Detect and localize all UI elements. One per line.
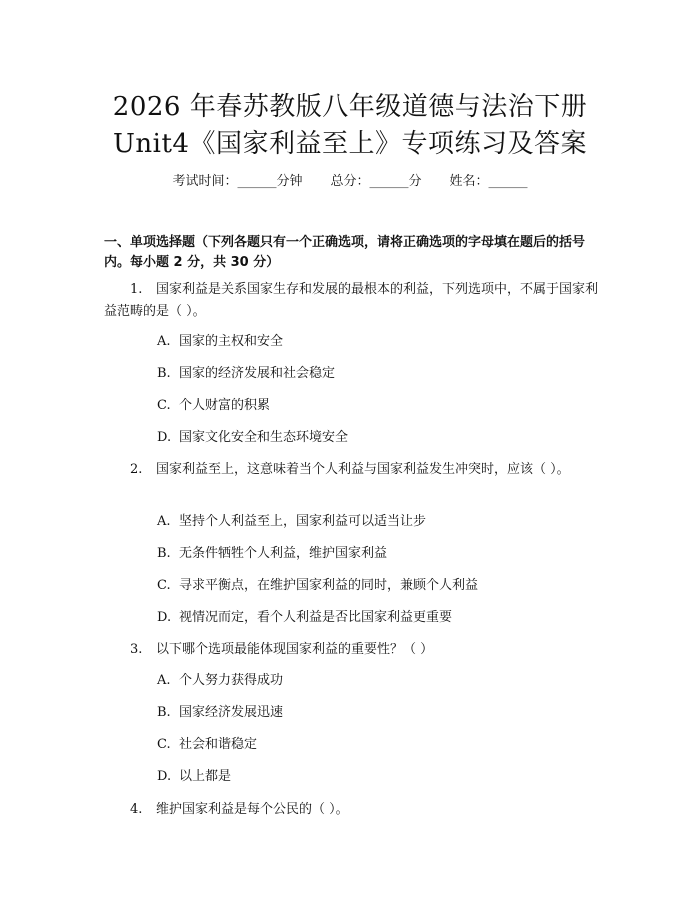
question-3-option-b xyxy=(157,704,283,722)
question-text: 维护国家利益是每个公民的（ ）。 xyxy=(156,802,349,817)
section-heading: 一、单项选择题（下列各题只有一个正确选项，请将正确选项的字母填在题后的括号内。每小题 2 分，共 30 分） xyxy=(104,235,586,270)
option-letter: A. xyxy=(157,334,171,349)
question-number: 2. xyxy=(130,462,143,477)
question-2-option-c xyxy=(157,577,478,595)
option-letter: C. xyxy=(157,737,171,752)
question-3-option-c xyxy=(157,736,257,754)
option-letter: C. xyxy=(157,398,171,413)
document-title-line2: Unit4《国家利益至上》专项练习及答案 xyxy=(113,129,587,159)
option-text: 以上都是 xyxy=(179,769,232,784)
document-title-line1: 2026 年春苏教版八年级道德与法治下册 xyxy=(112,92,588,122)
question-3-option-d xyxy=(157,768,231,786)
question-1-option-a xyxy=(157,333,283,351)
total-score-field: 总分：______分 xyxy=(330,174,422,189)
option-letter: B. xyxy=(157,546,171,561)
option-text: 国家的经济发展和社会稳定 xyxy=(179,366,336,381)
question-text: 国家利益至上，这意味着当个人利益与国家利益发生冲突时，应该（ ）。 xyxy=(156,462,570,477)
option-text: 国家经济发展迅速 xyxy=(179,705,284,720)
question-number: 1. xyxy=(130,282,143,297)
option-text: 国家的主权和安全 xyxy=(179,334,284,349)
question-2 xyxy=(104,459,600,481)
option-letter: A. xyxy=(157,514,171,529)
exam-meta xyxy=(0,170,700,189)
option-letter: B. xyxy=(157,705,171,720)
question-number: 4. xyxy=(130,802,143,817)
option-letter: D. xyxy=(157,769,172,784)
option-text: 个人努力获得成功 xyxy=(179,673,284,688)
question-1 xyxy=(104,279,600,323)
option-letter: D. xyxy=(157,430,172,445)
option-text: 坚持个人利益至上，国家利益可以适当让步 xyxy=(179,514,427,529)
question-number: 3. xyxy=(130,642,143,657)
question-1-option-d xyxy=(157,429,348,447)
question-3 xyxy=(104,639,600,661)
question-1-option-c xyxy=(157,397,270,415)
question-text: 以下哪个选项最能体现国家利益的重要性？（ ） xyxy=(156,642,434,657)
question-2-option-a xyxy=(157,513,426,531)
question-1-option-b xyxy=(157,365,335,383)
option-text: 个人财富的积累 xyxy=(179,398,271,413)
option-text: 寻求平衡点，在维护国家利益的同时，兼顾个人利益 xyxy=(179,578,479,593)
question-2-option-d xyxy=(157,609,452,627)
option-text: 视情况而定，看个人利益是否比国家利益更重要 xyxy=(179,610,453,625)
option-letter: A. xyxy=(157,673,171,688)
question-text: 国家利益是关系国家生存和发展的最根本的利益，下列选项中，不属于国家利益范畴的是（ ）。 xyxy=(104,282,599,319)
option-text: 国家文化安全和生态环境安全 xyxy=(179,430,349,445)
option-text: 无条件牺牲个人利益，维护国家利益 xyxy=(179,546,388,561)
question-3-option-a xyxy=(157,672,283,690)
option-text: 社会和谐稳定 xyxy=(179,737,258,752)
question-2-option-b xyxy=(157,545,387,563)
student-name-field: 姓名：______ xyxy=(449,174,528,189)
exam-time-field: 考试时间：______分钟 xyxy=(172,174,303,189)
option-letter: D. xyxy=(157,610,172,625)
option-letter: B. xyxy=(157,366,171,381)
question-4 xyxy=(104,799,600,821)
option-letter: C. xyxy=(157,578,171,593)
